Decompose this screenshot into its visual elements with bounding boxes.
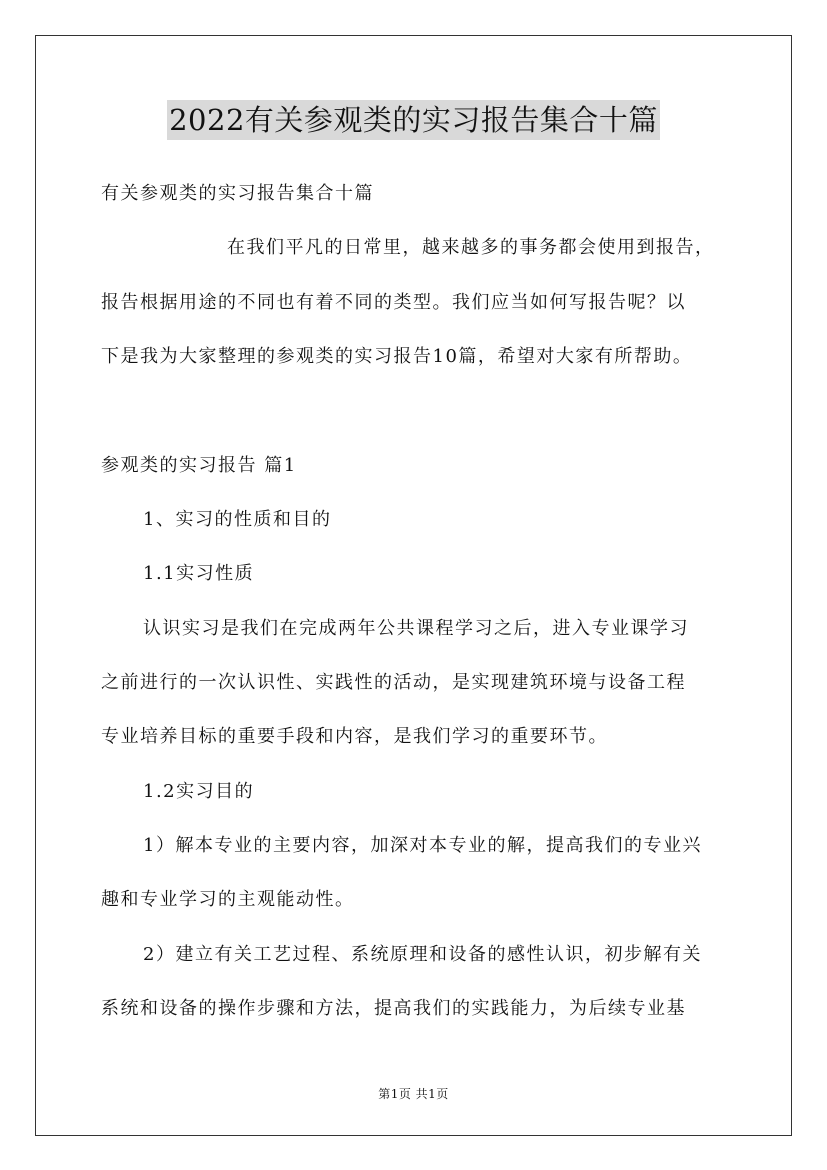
paragraph-line: 1）解本专业的主要内容，加深对本专业的解，提高我们的专业兴 bbox=[143, 835, 702, 856]
paragraph-line: 下是我为大家整理的参观类的实习报告10篇，希望对大家有所帮助。 bbox=[101, 346, 693, 367]
paragraph-line: 专业培养目标的重要手段和内容，是我们学习的重要环节。 bbox=[101, 726, 608, 747]
paragraph-line: 2）建立有关工艺过程、系统原理和设备的感性认识，初步解有关 bbox=[143, 944, 702, 965]
subsection-heading: 1、实习的性质和目的 bbox=[143, 509, 332, 530]
subsection-heading: 1.2实习目的 bbox=[143, 781, 255, 802]
paragraph-line: 在我们平凡的日常里，越来越多的事务都会使用到报告， bbox=[227, 237, 715, 258]
paragraph-line: 认识实习是我们在完成两年公共课程学习之后，进入专业课学习 bbox=[143, 618, 689, 639]
subsection-heading: 1.1实习性质 bbox=[143, 563, 255, 584]
section-heading: 参观类的实习报告 篇1 bbox=[101, 455, 297, 476]
page-footer: 第1页 共1页 bbox=[378, 1087, 449, 1101]
paragraph-line: 之前进行的一次认识性、实践性的活动，是实现建筑环境与设备工程 bbox=[101, 672, 686, 693]
paragraph-line: 趣和专业学习的主观能动性。 bbox=[101, 889, 355, 910]
paragraph-line: 报告根据用途的不同也有着不同的类型。我们应当如何写报告呢？以 bbox=[101, 292, 686, 313]
document-title-wrap bbox=[0, 100, 827, 140]
document-title: 2022有关参观类的实习报告集合十篇 bbox=[167, 100, 660, 140]
subtitle-line: 有关参观类的实习报告集合十篇 bbox=[101, 183, 374, 204]
paragraph-line: 系统和设备的操作步骤和方法，提高我们的实践能力，为后续专业基 bbox=[101, 998, 686, 1019]
